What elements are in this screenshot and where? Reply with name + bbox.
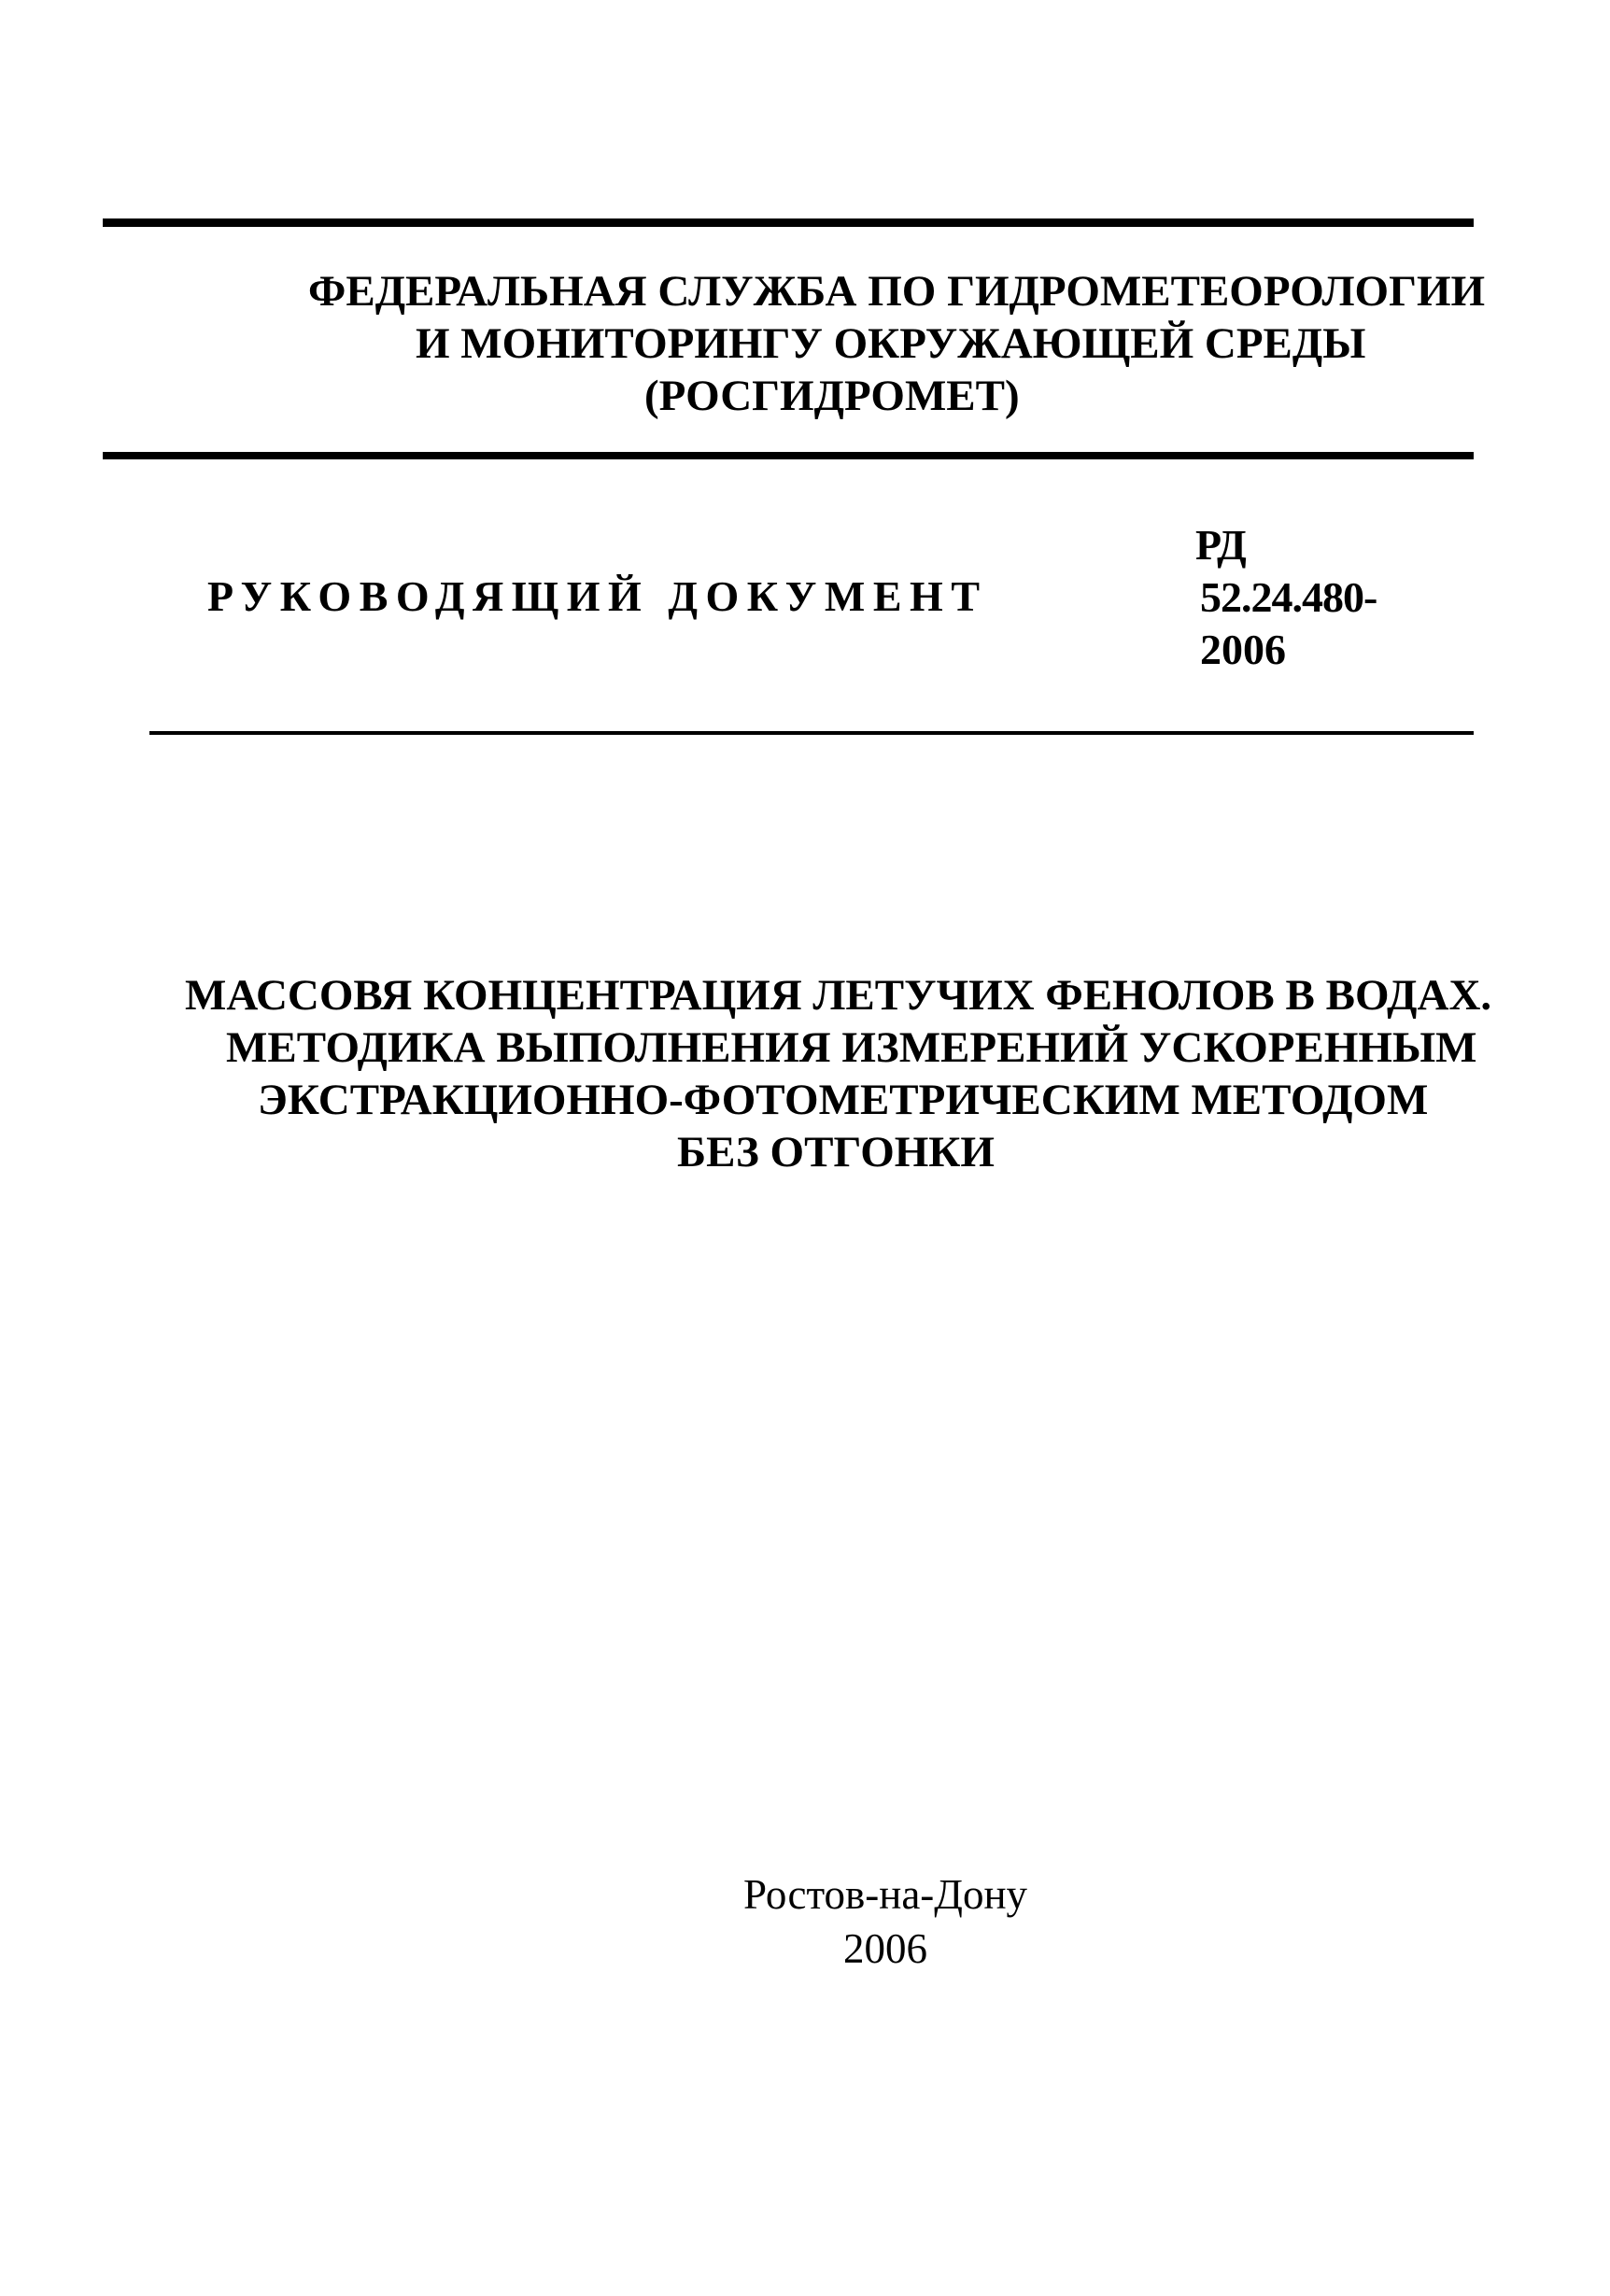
top-rule bbox=[103, 218, 1474, 227]
agency-line-1: ФЕДЕРАЛЬНАЯ СЛУЖБА ПО ГИДРОМЕТЕОРОЛОГИИ bbox=[308, 267, 1486, 316]
agency-line-3: (РОСГИДРОМЕТ) bbox=[644, 372, 1020, 420]
document-code-prefix: РД bbox=[1195, 521, 1247, 569]
middle-rule bbox=[103, 452, 1474, 459]
agency-line-2: И МОНИТОРИНГУ ОКРУЖАЮЩЕЙ СРЕДЫ bbox=[416, 319, 1366, 368]
title-line-1: МАССОВЯ КОНЦЕНТРАЦИЯ ЛЕТУЧИХ ФЕНОЛОВ В ВОДАХ. bbox=[185, 971, 1492, 1020]
title-line-3: ЭКСТРАКЦИОННО-ФОТОМЕТРИЧЕСКИМ МЕТОДОМ bbox=[258, 1076, 1429, 1124]
publication-year: 2006 bbox=[843, 1925, 927, 1972]
publication-info bbox=[0, 1867, 1610, 1976]
document-type: РУКОВОДЯЩИЙ ДОКУМЕНТ bbox=[207, 572, 988, 620]
title-line-2: МЕТОДИКА ВЫПОЛНЕНИЯ ИЗМЕРЕНИЙ УСКОРЕННЫМ bbox=[226, 1023, 1477, 1072]
title-line-4: БЕЗ ОТГОНКИ bbox=[677, 1128, 995, 1176]
document-code-number: 52.24.480- bbox=[1200, 573, 1377, 621]
bottom-rule bbox=[149, 731, 1474, 735]
document-title bbox=[103, 969, 1492, 1178]
agency-header bbox=[103, 265, 1486, 422]
document-code bbox=[1195, 519, 1377, 676]
document-code-year: 2006 bbox=[1200, 626, 1286, 673]
publication-city: Ростов-на-Дону bbox=[742, 1871, 1028, 1918]
